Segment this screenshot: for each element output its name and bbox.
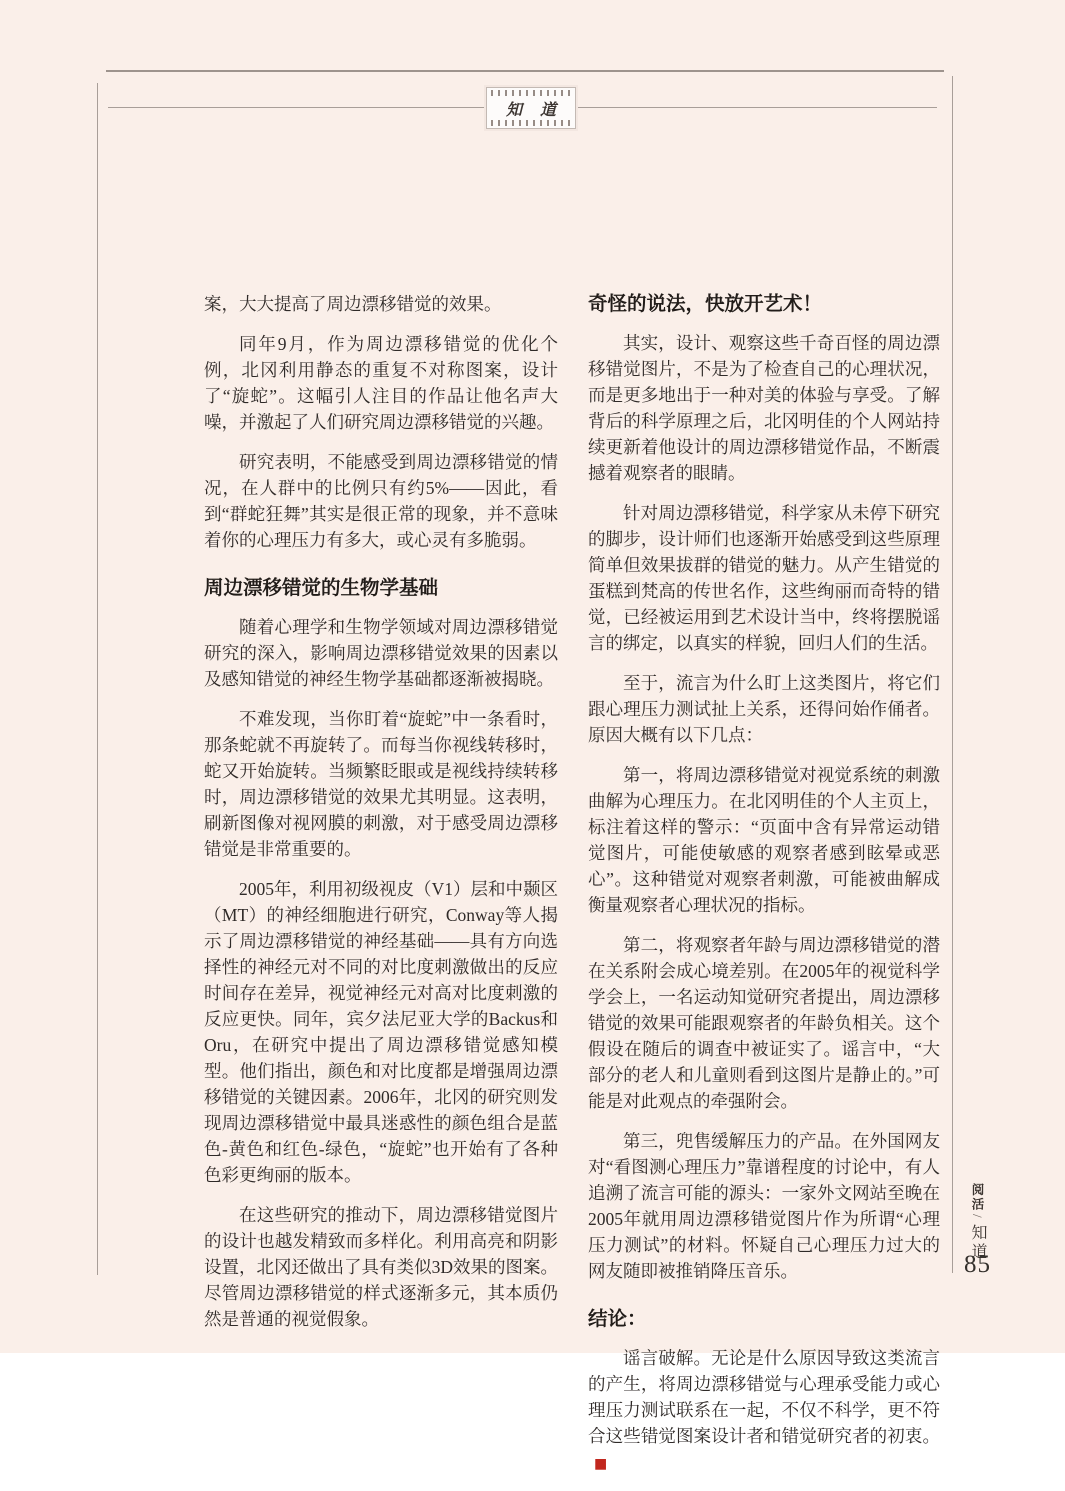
paragraph: 在这些研究的推动下，周边漂移错觉图片的设计也越发精致而多样化。利用高亮和阴影设置，北冈还做出了具有类似3D效果的图案。尽管周边漂移错觉的样式逐渐多元，其本质仍然是普通的视觉假象。 xyxy=(204,1205,558,1329)
paragraph: 研究表明，不能感受到周边漂移错觉的情况，在人群中的比例只有约5%——因此，看到“群蛇狂舞”其实是很正常的现象，并不意味着你的心理压力有多大，或心灵有多脆弱。 xyxy=(204,452,558,550)
left-column xyxy=(204,291,558,1346)
paragraph-conclusion xyxy=(588,1345,940,1477)
paragraph: 第二，将观察者年龄与周边漂移错觉的潜在关系附会成心境差别。在2005年的视觉科学学会上，一名运动知觉研究者提出，周边漂移错觉的效果可能跟观察者的年龄负相关。这个假设在随后的调查中被证实了。谣言中，“大部分的老人和儿童则看到这图片是静止的。”可能是对此观点的牵强附会。 xyxy=(588,935,940,1111)
subheading-biology: 周边漂移错觉的生物学基础 xyxy=(204,578,439,599)
paragraph: 其实，设计、观察这些千奇百怪的周边漂移错觉图片，不是为了检查自己的心理状况，而是更多地出于一种对美的体验与享受。了解背后的科学原理之后，北冈明佳的个人网站持续更新着他设计的周边漂移错觉作品，不断震撼着观察者的眼睛。 xyxy=(588,333,940,483)
subheading-conclusion: 结论： xyxy=(588,1309,647,1330)
left-border-rule xyxy=(97,83,98,1275)
paragraph: 案，大大提高了周边漂移错觉的效果。 xyxy=(204,294,502,314)
header-rule-thick xyxy=(106,70,944,72)
conclusion-text: 谣言破解。无论是什么原因导致这类流言的产生，将周边漂移错觉与心理承受能力或心理压力测试联系在一起，不仅不科学，更不符合这些错觉图案设计者和错觉研究者的初衷。 xyxy=(588,1348,940,1446)
paragraph: 不难发现，当你盯着“旋蛇”中一条看时，那条蛇就不再旋转了。而每当你视线转移时，蛇又开始旋转。当频繁眨眼或是视线持续转移时，周边漂移错觉的效果尤其明显。这表明，刷新图像对视网膜的刺激，对于感受周边漂移错觉是非常重要的。 xyxy=(204,709,558,859)
paragraph: 同年9月，作为周边漂移错觉的优化个例，北冈利用静态的重复不对称图案，设计了“旋蛇”。这幅引人注目的作品让他名声大噪，并激起了人们研究周边漂移错觉的兴趣。 xyxy=(204,334,558,432)
subheading-art: 奇怪的说法，快放开艺术！ xyxy=(588,294,823,315)
paragraph: 随着心理学和生物学领域对周边漂移错觉研究的深入，影响周边漂移错觉效果的因素以及感知错觉的神经生物学基础都逐渐被揭晓。 xyxy=(204,617,558,689)
paragraph: 第一，将周边漂移错觉对视觉系统的刺激曲解为心理压力。在北冈明佳的个人主页上，标注着这样的警示：“页面中含有异常运动错觉图片，可能使敏感的观察者感到眩晕或恶心”。这种错觉对观察者刺激，可能被曲解成衡量观察者心理状况的指标。 xyxy=(588,765,940,915)
section-footer-vertical xyxy=(969,1183,985,1262)
paragraph: 针对周边漂移错觉，科学家从未停下研究的脚步，设计师们也逐渐开始感受到这些原理简单但效果拔群的错觉的魅力。从产生错觉的蛋糕到梵高的传世名作，这些绚丽而奇特的错觉，已经被运用到艺术设计当中，终将摆脱谣言的绑定，以真实的样貌，回归人们的生活。 xyxy=(588,503,940,653)
footer-separator-slash: / xyxy=(970,1214,985,1218)
paragraph: 2005年，利用初级视皮（V1）层和中颞区（MT）的神经细胞进行研究，Conway等人揭示了周边漂移错觉的神经基础——具有方向选择性的神经元对不同的对比度刺激做出的反应时间存在差异，视觉神经元对高对比度刺激的反应更快。同年，宾夕法尼亚大学的Backus和Oru，在研究中提出了周边漂移错觉感知模型。他们指出，颜色和对比度都是增强周边漂移错觉的关键因素。2006年，北冈的研究则发现周边漂移错觉中最具迷惑性的颜色组合是蓝色-黄色和红色-绿色，“旋蛇”也开始有了各种色彩更绚丽的版本。 xyxy=(204,879,558,1185)
right-column xyxy=(588,291,940,1491)
section-badge-label: 知道 xyxy=(505,101,574,119)
paragraph: 至于，流言为什么盯上这类图片，将它们跟心理压力测试扯上关系，还得问始作俑者。原因大概有以下几点： xyxy=(588,673,940,745)
footer-section-large: 知道 xyxy=(969,1223,986,1262)
article-end-mark-icon: ■ xyxy=(594,1456,608,1472)
paragraph: 第三，兜售缓解压力的产品。在外国网友对“看图测心理压力”靠谱程度的讨论中，有人追溯了流言可能的源头：一家外文网站至晚在2005年就用周边漂移错觉图片作为所谓“心理压力测试”的材料。怀疑自己心理压力过大的网友随即被推销降压音乐。 xyxy=(588,1131,940,1281)
section-badge-filmstrip xyxy=(486,87,576,129)
right-border-rule xyxy=(952,76,953,1273)
footer-section-small: 阅活 xyxy=(970,1183,984,1212)
page-number: 85 xyxy=(964,1251,991,1278)
